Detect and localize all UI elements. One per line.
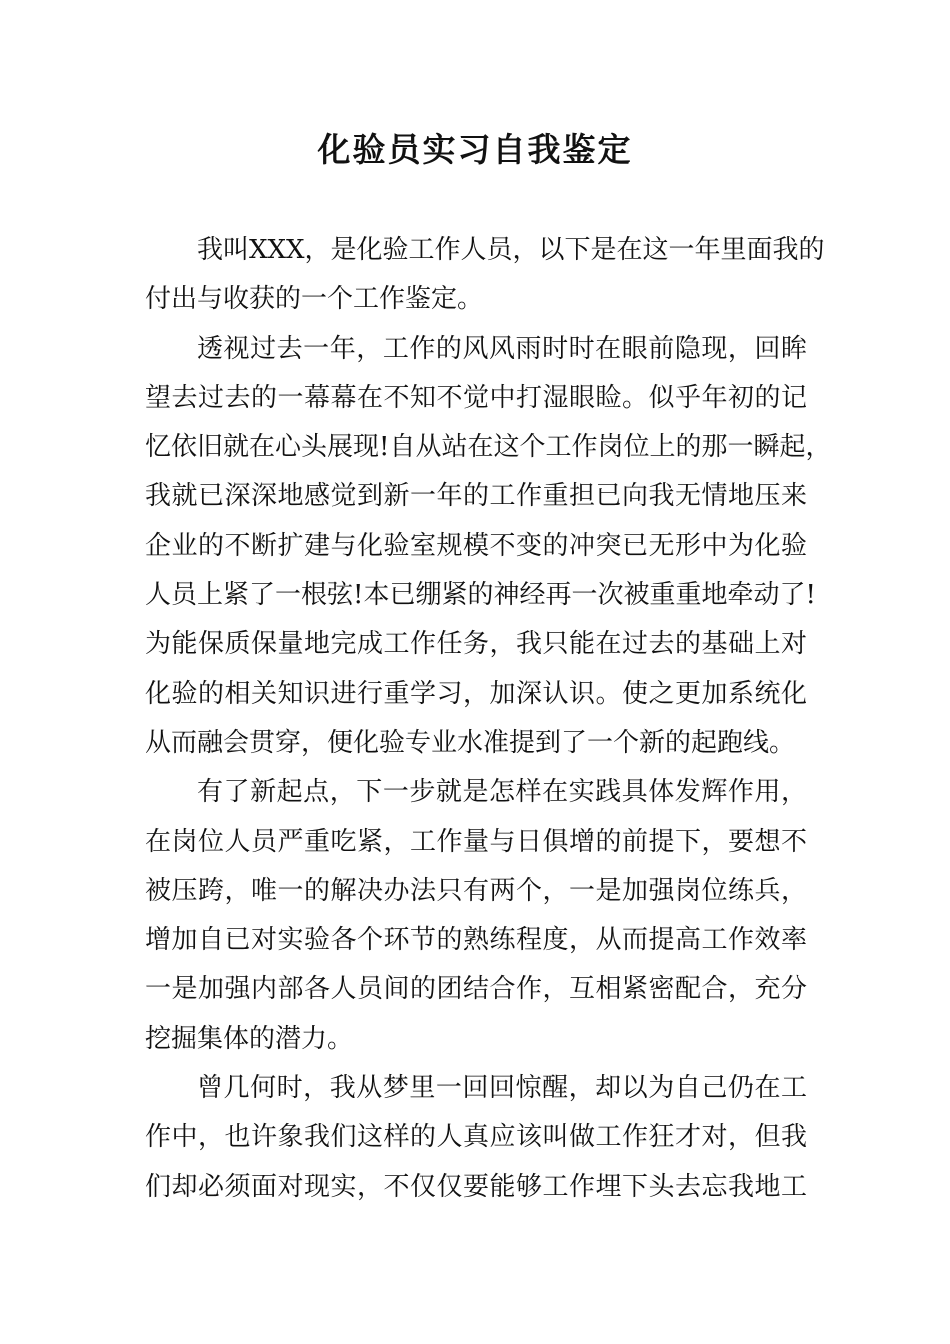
- text-line: 被压跨，唯一的解决办法只有两个，一是加强岗位练兵，: [145, 875, 807, 906]
- paragraph-3: [145, 768, 807, 1064]
- text-line: 有了新起点，下一步就是怎样在实践具体发辉作用，: [197, 777, 807, 808]
- document-title: 化验员实习自我鉴定: [317, 130, 633, 169]
- text-line: 们却必须面对现实，不仅仅要能够工作埋下头去忘我地工: [145, 1171, 807, 1202]
- text-line: 忆依旧就在心头展现!自从站在这个工作岗位上的那一瞬起，: [145, 432, 832, 463]
- text-line: 人员上紧了一根弦!本已绷紧的神经再一次被重重地牵动了!: [145, 580, 816, 611]
- paragraph-4: [145, 1064, 807, 1212]
- text-line: 付出与收获的一个工作鉴定。: [145, 284, 484, 315]
- text-line: 我叫XXX，是化验工作人员，以下是在这一年里面我的: [197, 235, 825, 265]
- paragraph-1: [145, 226, 825, 325]
- text-line: 企业的不断扩建与化验室规模不变的冲突已无形中为化验: [145, 530, 807, 561]
- paragraph-2: [145, 325, 832, 769]
- text-line: 望去过去的一幕幕在不知不觉中打湿眼睑。似乎年初的记: [145, 382, 807, 413]
- text-line: 化验的相关知识进行重学习，加深认识。使之更加系统化: [145, 678, 807, 709]
- text-line: 从而融会贯穿，便化验专业水准提到了一个新的起跑线。: [145, 727, 796, 758]
- text-line: 增加自已对实验各个环节的熟练程度，从而提高工作效率: [145, 925, 807, 956]
- text-line: 挖掘集体的潜力。: [145, 1023, 354, 1054]
- text-line: 一是加强内部各人员间的团结合作，互相紧密配合，充分: [145, 974, 807, 1005]
- text-line: 作中，也许象我们这样的人真应该叫做工作狂才对，但我: [145, 1122, 807, 1153]
- text-line: 透视过去一年，工作的风风雨时时在眼前隐现，回眸: [197, 333, 807, 364]
- text-line: 在岗位人员严重吃紧，工作量与日俱增的前提下，要想不: [145, 826, 807, 857]
- document-body: [145, 226, 832, 1212]
- text-line: 曾几何时，我从梦里一回回惊醒，却以为自己仍在工: [197, 1073, 807, 1104]
- text-line: 为能保质保量地完成工作任务，我只能在过去的基础上对: [145, 629, 807, 660]
- text-line: 我就已深深地感觉到新一年的工作重担已向我无情地压来: [145, 481, 807, 512]
